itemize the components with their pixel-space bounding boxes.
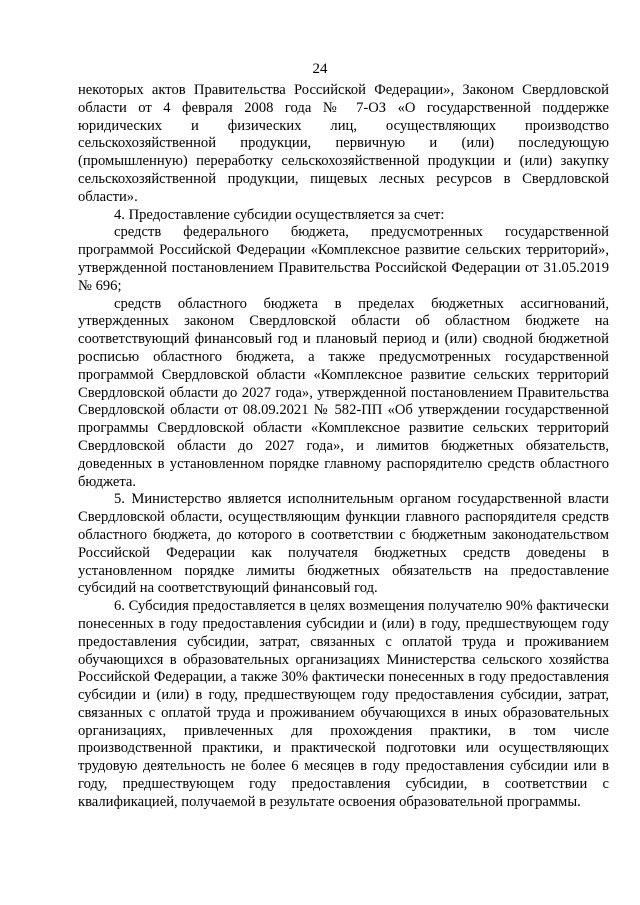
paragraph-item-6: 6. Субсидия предоставляется в целях возмещения получателю 90% фактически понесенных в году предоставления субсидии и (или) в году, предшествующем году предоставления субсидии, затрат, связанных с оплатой труда и проживанием обучающихся в образовательных организациях Министерства сельского хозяйства Российской Федерации, а также 30% фактически понесенных в году предоставления субсидии и (или) в году, предшествующем году предоставления субсидии, затрат, связанных с оплатой труда и проживанием обучающихся в иных образовательных организациях, привлеченных для прохождения практики, в том числе производственной практики, и практической подготовки или осуществляющих трудовую деятельность не более 6 месяцев в году предоставления субсидии или в году, предшествующем году предоставления субсидии, в соответствии с квалификацией, получаемой в результате освоения образовательной программы. <box>78 598 609 810</box>
document-body <box>78 82 609 812</box>
paragraph-regional-budget: средств областного бюджета в пределах бюджетных ассигнований, утвержденных законом Свердловской области об областном бюджете на соответствующий финансовый год и плановый период и (или) сводной бюджетной росписью областного бюджета, а также предусмотренных государственной программой Свердловской области «Комплексное развитие сельских территорий Свердловской области до 2027 года», утвержденной постановлением Правительства Свердловской области от 08.09.2021 № 582-ПП «Об утверждении государственной программы Свердловской области «Комплексное развитие сельских территорий Свердловской области до 2027 года», и лимитов бюджетных обязательств, доведенных в установленном порядке главному распорядителю средств областного бюджета. <box>78 295 609 490</box>
paragraph-item-5: 5. Министерство является исполнительным органом государственной власти Свердловской области, осуществляющим функции главного распорядителя средств областного бюджета, до которого в соответствии с бюджетным законодательством Российской Федерации как получателя бюджетных средств доведены в установленном порядке лимиты бюджетных обязательств на предоставление субсидий на соответствующий финансовый год. <box>78 491 609 597</box>
paragraph-item-4: 4. Предоставление субсидии осуществляется за счет: <box>114 206 445 223</box>
paragraph-continuation: некоторых актов Правительства Российской Федерации», Законом Свердловской области от 4 февраля 2008 года № 7-ОЗ «О государственной поддержке юридических и физических лиц, осуществляющих производство сельскохозяйственной продукции, первичную и (или) последующую (промышленную) переработку сельскохозяйственной продукции и (или) закупку сельскохозяйственной продукции, пищевых лесных ресурсов в Свердловской области». <box>78 82 609 205</box>
paragraph-federal-budget: средств федерального бюджета, предусмотренных государственной программой Российской Федерации «Комплексное развитие сельских территорий», утвержденной постановлением Правительства Российской Федерации от 31.05.2019 № 696; <box>78 224 609 294</box>
page-number: 24 <box>312 61 328 77</box>
